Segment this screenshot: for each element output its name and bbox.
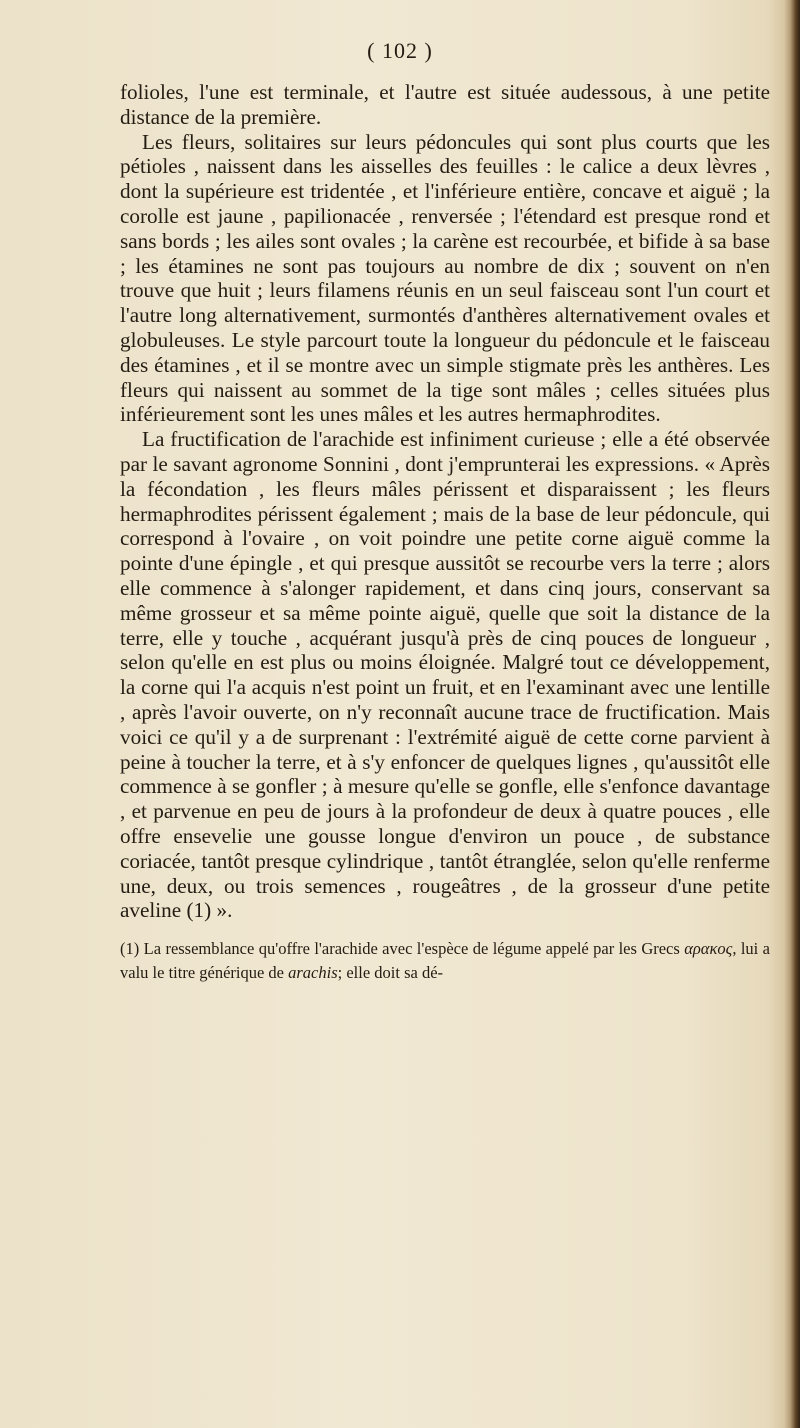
- page-edge-shadow: [784, 0, 800, 1428]
- page-number: ( 102 ): [367, 38, 433, 63]
- footnote-prefix: (1) La ressemblance qu'offre l'arachide avec l'espèce de légume appelé par les Grecs: [120, 939, 685, 959]
- paragraph-2: Les fleurs, solitaires sur leurs pédoncules qui sont plus courts que les pétioles , naissent dans les aisselles des feuilles : le calice a deux lèvres , dont la supérieure est tridentée , et l'inférieure entière, concave et aiguë ; la corolle est jaune , papilionacée , renversée ; l'étendard est presque rond et sans bords ; les ailes sont ovales ; la carène est recourbée, et bifide à sa base ; les étamines ne sont pas toujours au nombre de dix ; souvent on n'en trouve que huit ; leurs filamens réunis en un seul faisceau sont l'un court et l'autre long alternativement, surmontés d'anthères alternativement ovales et globuleuses. Le style parcourt toute la longueur du pédoncule et le faisceau des étamines , et il se montre avec un simple stigmate près les anthères. Les fleurs qui naissent au sommet de la tige sont mâles ; celles situées plus inférieurement sont les unes mâles et les autres hermaphrodites.: [120, 129, 770, 427]
- footnote-greek-word: αρακος: [684, 939, 733, 959]
- footnote-middle: , lui a valu le titre générique de: [120, 939, 770, 983]
- paragraph-3: La fructification de l'arachide est infiniment curieuse ; elle a été observée par le savant agronome Sonnini , dont j'emprunterai les expressions. « Après la fécondation , les fleurs mâles périssent et disparaissent ; les fleurs hermaphrodites périssent également ; mais de la base de leur pédoncule, qui correspond à l'ovaire , on voit poindre une petite corne aiguë comme la pointe d'une épingle , et qui presque aussitôt se recourbe vers la terre ; alors elle commence à s'alonger rapidement, et dans cinq jours, conservant sa même grosseur et sa même pointe aiguë, quelle que soit la distance de la terre, elle y touche , acquérant jusqu'à près de cinq pouces de longueur , selon qu'elle en est plus ou moins éloignée. Malgré tout ce développement, la corne qui l'a acquis n'est point un fruit, et en l'examinant avec une lentille , après l'avoir ouverte, on n'y reconnaît aucune trace de fructification. Mais voici ce qu'il y a de surprenant : l'extrémité aiguë de cette corne parvient à peine à toucher la terre, et à s'y enfoncer de quelques lignes , qu'aussitôt elle commence à se gonfler ; à mesure qu'elle se gonfle, elle s'enfonce davantage , et parvenue en peu de jours à la profondeur de deux à quatre pouces , elle offre ensevelie une gousse longue d'environ un pouce , de substance coriacée, tantôt presque cylindrique , tantôt étranglée, selon qu'elle renferme une, deux, ou trois semences , rougeâtres , de la grosseur d'une petite aveline (1) ».: [120, 427, 770, 923]
- footnote-genus: arachis: [288, 963, 338, 983]
- footnote: [120, 937, 770, 985]
- page-body: [120, 80, 770, 985]
- paragraph-1: folioles, l'une est terminale, et l'autre est située audessous, à une petite distance de la première.: [120, 80, 770, 129]
- footnote-suffix: ; elle doit sa dé-: [337, 963, 444, 983]
